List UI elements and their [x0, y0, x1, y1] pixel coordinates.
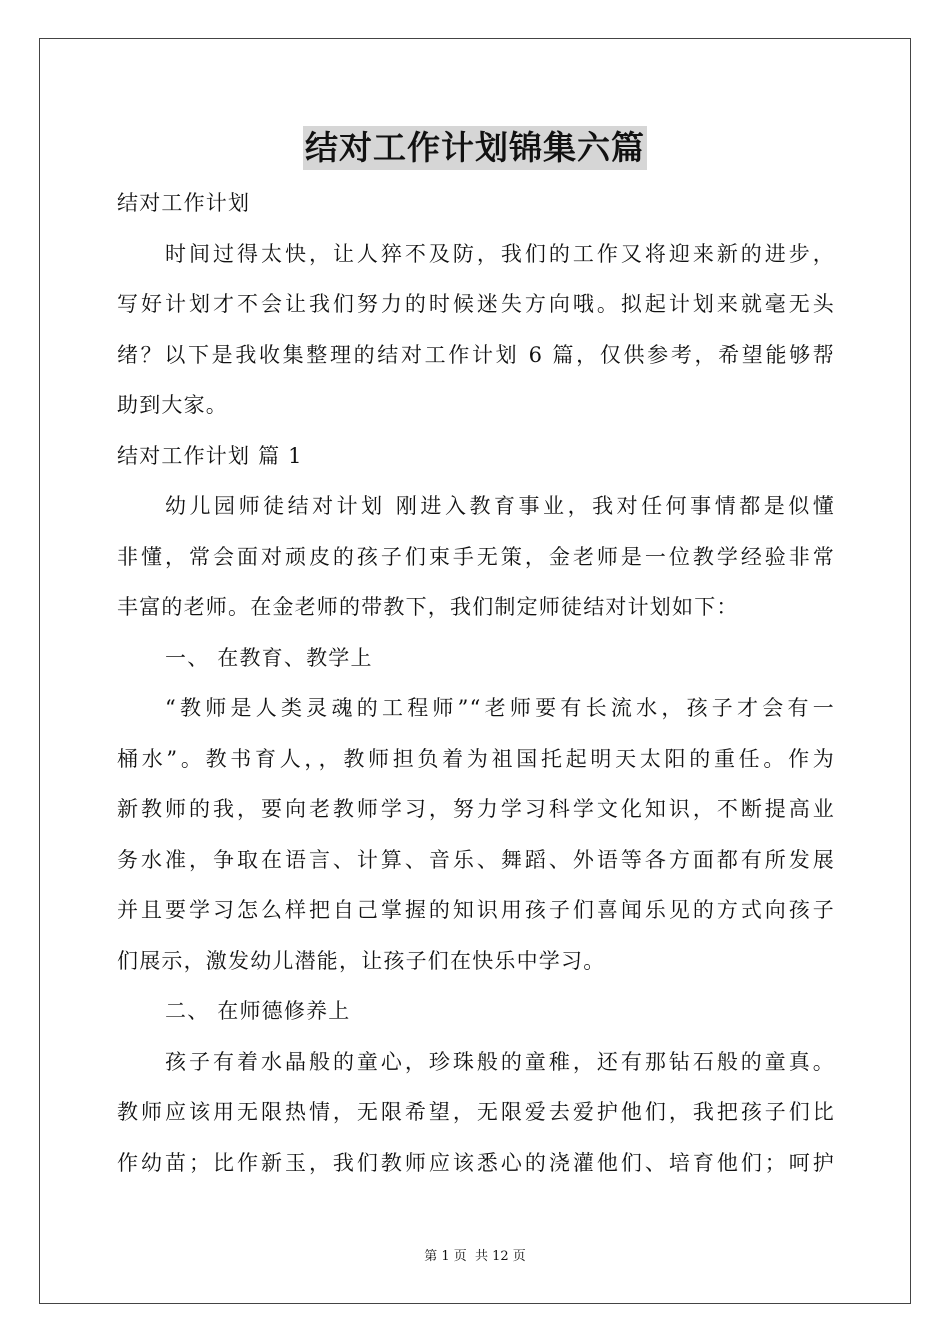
text-line: 绪？以下是我收集整理的结对工作计划 6 篇，仅供参考，希望能够帮: [117, 342, 835, 367]
page-number-current: 第 1 页: [424, 1249, 467, 1264]
text-line: 务水准，争取在语言、计算、音乐、舞蹈、外语等各方面都有所发展: [117, 847, 835, 872]
page-number-total: 共 12 页: [474, 1249, 526, 1264]
text-line: 作幼苗；比作新玉，我们教师应该悉心的浇灌他们、培育他们；呵护: [117, 1150, 835, 1175]
text-line: 写好计划才不会让我们努力的时候迷失方向哦。拟起计划来就毫无头: [117, 292, 835, 316]
document-title: 结对工作计划锦集六篇: [303, 126, 647, 170]
text-line: 并且要学习怎么样把自己掌握的知识用孩子们喜闻乐见的方式向孩子: [117, 898, 835, 922]
text-line: 桶水”。教书育人，，教师担负着为祖国托起明天太阳的重任。作为: [117, 746, 835, 771]
text-line: 教师应该用无限热情，无限希望，无限爱去爱护他们，我把孩子们比: [117, 1100, 835, 1124]
text-line: 非懂，常会面对顽皮的孩子们束手无策，金老师是一位教学经验非常: [117, 544, 835, 569]
text-line: 助到大家。: [117, 393, 228, 417]
text-line: 新教师的我，要向老教师学习，努力学习科学文化知识，不断提高业: [117, 797, 835, 821]
text-line: 时间过得太快，让人猝不及防，我们的工作又将迎来新的进步，: [165, 241, 835, 266]
text-line: 幼儿园师徒结对计划 刚进入教育事业，我对任何事情都是似懂: [165, 494, 835, 518]
title-container: [0, 126, 950, 170]
page-footer: [0, 1245, 950, 1264]
text-line: “教师是人类灵魂的工程师”“老师要有长流水，孩子才会有一: [165, 696, 835, 720]
document-body: [117, 178, 835, 1188]
text-line: 结对工作计划: [117, 191, 251, 215]
text-line: 丰富的老师。在金老师的带教下，我们制定师徒结对计划如下：: [117, 595, 739, 619]
text-line: 一、 在教育、教学上: [165, 645, 373, 670]
text-line: 二、 在师德修养上: [165, 999, 351, 1023]
text-line: 孩子有着水晶般的童心，珍珠般的童稚，还有那钻石般的童真。: [165, 1049, 835, 1074]
text-line: 结对工作计划 篇 1: [117, 443, 303, 468]
text-line: 们展示，激发幼儿潜能，让孩子们在快乐中学习。: [117, 948, 606, 973]
